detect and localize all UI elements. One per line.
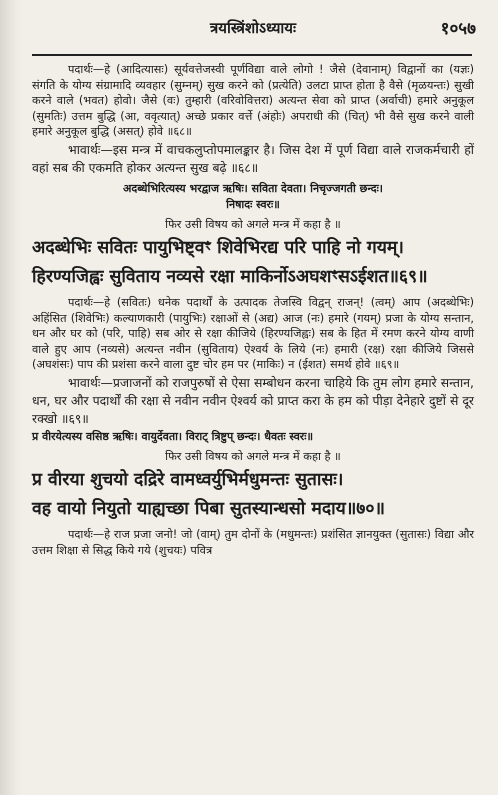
mantra-70-line-1: प्र वीरया शुचयो दद्रिरे वामध्वर्युभिर्मधुमन्तः सुतासः। <box>32 469 344 490</box>
page-header <box>30 16 476 42</box>
mantra-70-line-2: वह वायो नियुतो याह्यच्छा पिबा सुतस्यान्धसो मदाय॥७०॥ <box>32 498 385 519</box>
page-spine-shadow <box>0 0 22 795</box>
header-rule <box>32 54 472 56</box>
mantra-69-line-1: अदब्धेभिः सवितः पायुभिष्ट्वꣳ शिवेभिरद्य परि पाहि नो गयम्। <box>32 237 404 258</box>
padartha-70: पदार्थः—हे राज प्रजा जनो! जो (वाम्) तुम दोनों के (मधुमन्तः) प्रशंसित ज्ञानयुक्त (सुतासः) विद्या और उत्तम शिक्षा से सिद्ध किये गये (शुचयः) पवित्र <box>32 527 474 557</box>
bhavartha-68: भावार्थः—इस मन्त्र में वाचकलुप्तोपमालङ्कार है। जिस देश में पूर्ण विद्या वाले राजकर्मचारी हों वहां सब की एकमति होकर अत्यन्त सुख बढ़े ॥६८॥ <box>32 141 474 175</box>
mantra-70-meta: प्र वीरयेत्यस्य वसिष्ठ ऋषिः। वायुर्देवता। विराट् त्रिष्टुप् छन्दः। धैवतः स्वरः॥ <box>32 429 314 443</box>
mantra-69-svara: निषादः स्वरः॥ <box>226 197 280 211</box>
chapter-title: त्रयस्त्रिंशोऽध्यायः <box>209 19 297 37</box>
bhavartha-69: भावार्थः—प्रजाजनों को राजपुरुषों से ऐसा सम्बोधन करना चाहिये कि तुम लोग हमारे सन्तान, धन, घर और पदार्थों की रक्षा से नवीन नवीन ऐश्वर्य को प्राप्त करा के हम को पीड़ा देनेहारे दुष्टों से दूर रक्खो ॥६९॥ <box>32 374 474 426</box>
mantra-69-rishi-devata: अदब्धेभिरित्यस्य भरद्वाज ऋषिः। सविता देवता। निचृज्जगती छन्दः। <box>123 181 383 195</box>
padartha-68: पदार्थः—हे (आदित्यासः) सूर्यवत्तेजस्वी पूर्णविद्या वाले लोगो ! जैसे (देवानाम्) विद्वानों का (यज्ञः) संगति के योग्य संग्रामादि व्यवहार (सुम्नम्) सुख करने को (प्रत्येति) उलटा प्राप्त होता है वैसे (मृळयन्तः) सुखी करने वाले (भवत) होवो। जैसे (वः) तुम्हारी (वरिवोवित्तरा) अत्यन्त सेवा को प्राप्त (अर्वाची) हमारे अनुकूल (सुमतिः) उत्तम बुद्धि (आ, ववृत्यात्) अच्छे प्रकार वर्त्ते (अंहोः) अपराधी की (चित्) भी वैसे सुख करने वाली हमारे अनुकूल बुद्धि (असत्) होवे ॥६८॥ <box>32 63 474 139</box>
mantra-70-intro: फिर उसी विषय को अगले मन्त्र में कहा है ॥ <box>165 449 341 463</box>
page-body <box>32 62 474 559</box>
padartha-69: पदार्थः—हे (सवितः) धनेक पदार्थों के उत्पादक तेजस्वि विद्वन् राजन्! (त्वम्) आप (अदब्धेभिः) अहिंसित (शिवेभिः) कल्याणकारी (पायुभिः) रक्षाओं से (अद्य) आज (नः) हमारे (गयम्) प्रजा के योग्य सन्तान, धन और घर को (परि, पाहि) सब ओर से रक्षा कीजिये (हिरण्यजिह्वः) सब के हित में रमण करने योग्य वाणी वाले हुए आप (नव्यसे) अत्यन्त नवीन (सुविताय) ऐश्वर्य के लिये (नः) हमारी (रक्ष) रक्षा कीजिये जिससे (अघशंसः) पाप की प्रशंसा करने वाला दुष्ट चोर हम पर (माकिः) न (ईशत) समर्थ होवे ॥६९॥ <box>32 295 474 372</box>
mantra-69-line-2: हिरण्यजिह्वः सुविताय नव्यसे रक्षा माकिर्नोऽअघशꣳसऽईशत॥६९॥ <box>32 266 428 287</box>
mantra-69-intro: फिर उसी विषय को अगले मन्त्र में कहा है ॥ <box>165 217 341 231</box>
page-number: १०५७ <box>440 19 476 39</box>
mantra-69-meta <box>32 181 474 213</box>
